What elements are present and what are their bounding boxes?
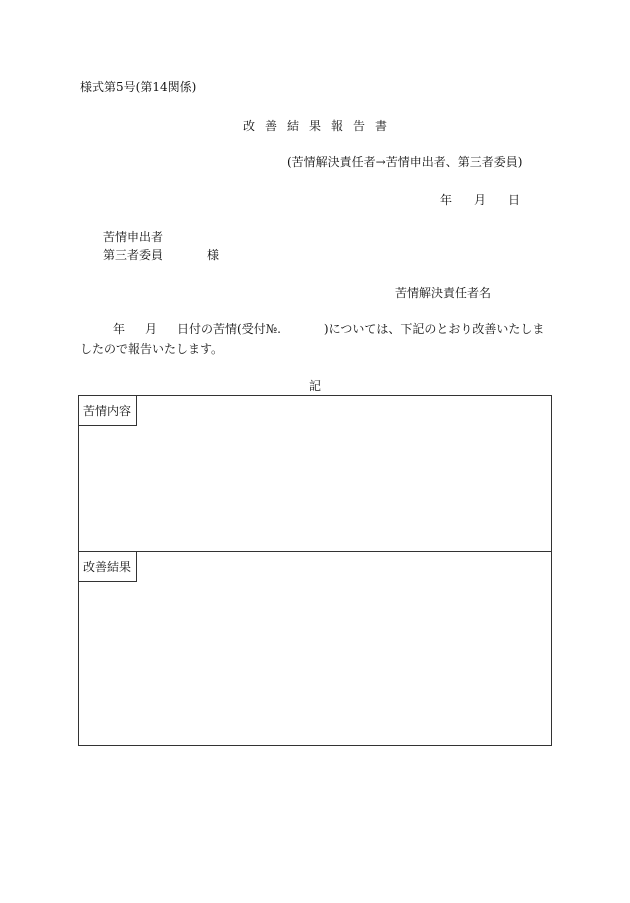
body-continuation: )については、下記のとおり改善いたしま	[323, 322, 545, 336]
title-char: 告	[353, 119, 366, 133]
title-char: 善	[264, 119, 277, 133]
body-text-line-1	[80, 323, 544, 335]
date-day-label: 日	[508, 193, 521, 207]
ki-heading: 記	[308, 379, 321, 393]
date-year-label: 年	[440, 193, 453, 207]
body-month: 月	[145, 322, 158, 336]
title-char: 果	[308, 119, 321, 133]
recipient-complainant: 苦情申出者	[103, 230, 164, 244]
title-char: 報	[331, 119, 344, 133]
improvement-result-section[interactable]	[79, 552, 551, 745]
complaint-content-label: 苦情内容	[79, 396, 137, 426]
body-year: 年	[113, 322, 126, 336]
sender-name-label: 苦情解決責任者名	[395, 286, 492, 300]
recipient-third-party: 第三者委員	[103, 248, 164, 262]
recipient-honorific: 様	[207, 248, 220, 262]
complaint-content-section[interactable]	[79, 396, 551, 552]
improvement-result-label: 改善結果	[79, 552, 137, 582]
report-table	[78, 395, 552, 746]
title-char: 書	[375, 119, 388, 133]
document-title	[0, 120, 630, 132]
date-month-label: 月	[474, 193, 487, 207]
title-char: 改	[242, 119, 255, 133]
form-number: 様式第5号(第14関係)	[80, 80, 197, 94]
body-date-suffix: 日付の苦情(受付№.	[177, 322, 281, 336]
date-line	[440, 194, 520, 206]
body-text-line-2: したので報告いたします。	[80, 342, 224, 356]
routing-note: (苦情解決責任者→苦情申出者、第三者委員)	[287, 155, 523, 169]
title-char: 結	[286, 119, 299, 133]
